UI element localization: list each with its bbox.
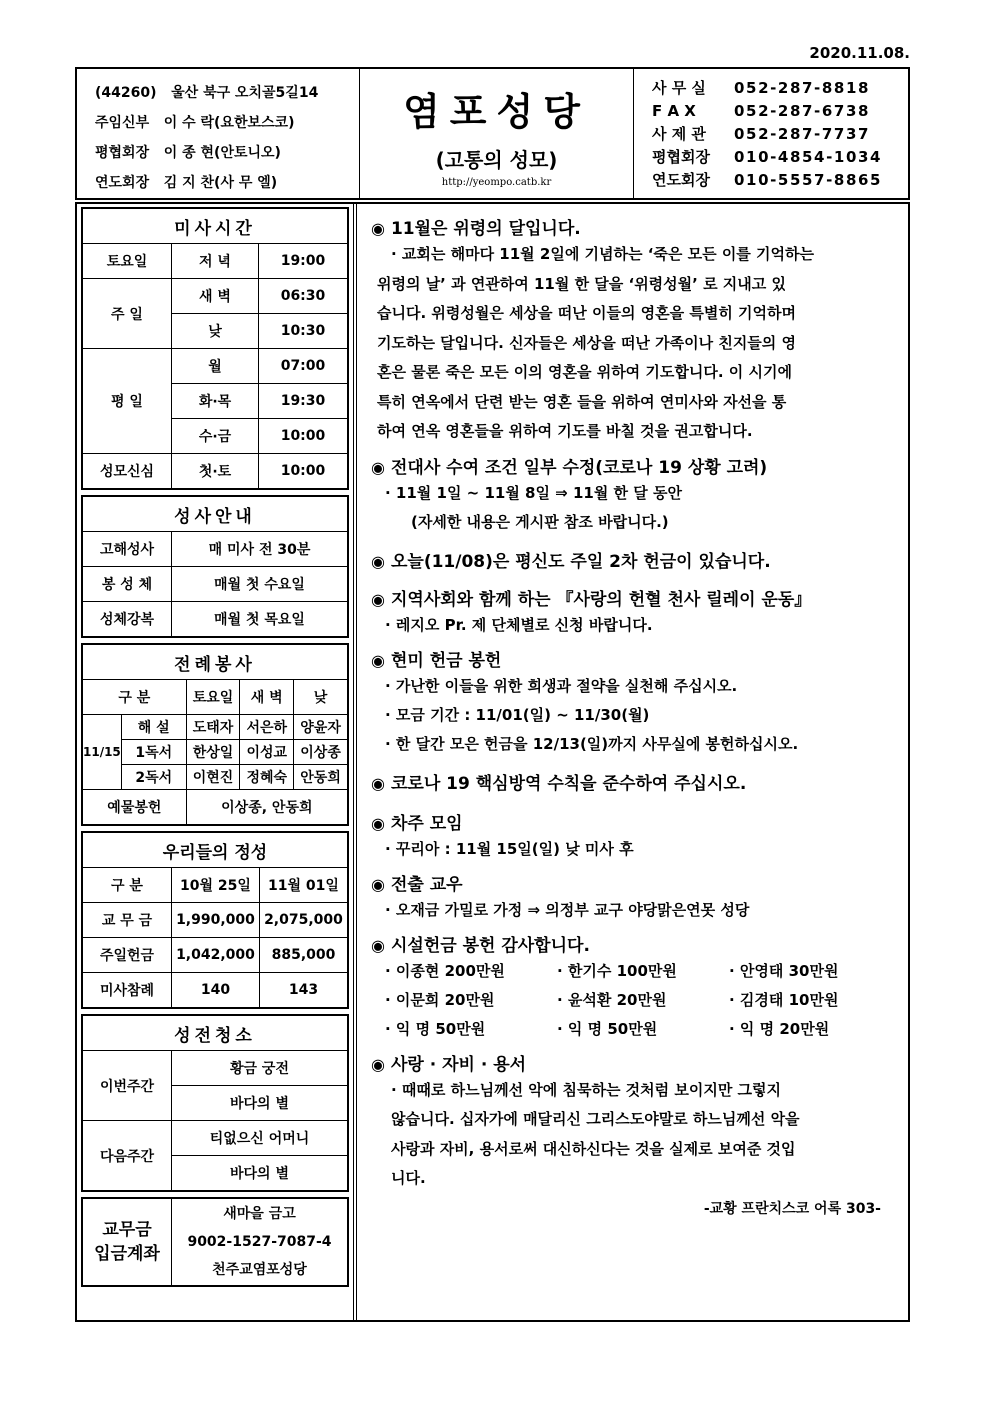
- finance-table: 우리들의 정성 구 분 10월 25일 11월 01일 교 무 금 1,990,000 2,075,000 주일헌금 1,042,000 885,000 미사참례 140 143: [81, 831, 349, 1009]
- sacrament-title: 성사안내: [82, 496, 348, 532]
- contact-row: 연도회장 010-5557-8865: [652, 171, 883, 189]
- contact-row: F A X 052-287-6738: [652, 102, 871, 120]
- parish-title-block: [360, 69, 634, 198]
- notice-body: · 교회는 해마다 11월 2일에 기념하는 ‘죽은 모든 이를 기억하는 위령의 날’ 과 연관하여 11월 한 달을 ‘위령성월’ 로 지내고 있 습니다. 위령성월은 세상을 떠난 이들의 영혼을 특별히 기억하며 기도하는 달입니다. 신자들은 세상을 떠난 가족이나 친지들의 영 혼은 물론 죽은 모든 이의 영혼을 위하여 기도합니다. 이 시기에 특히 연옥에서 단련 받는 영혼 들을 위하여 연미사와 자선을 통 하여 연옥 영혼들을 위하여 기도를 바칠 것을 권고합니다.: [377, 245, 814, 440]
- contact-row: 사 무 실 052-287-8818: [652, 79, 871, 97]
- donation-row: · 이종현 200만원 · 한기수 100만원 · 안영태 30만원: [385, 961, 839, 980]
- notice-title: ◉ 지역사회와 함께 하는 『사랑의 헌혈 천사 릴레이 운동』: [371, 589, 812, 610]
- info-row: 주임신부 이 수 락(요한보스코): [95, 115, 295, 131]
- notice-title: ◉ 오늘(11/08)은 평신도 주일 2차 헌금이 있습니다.: [371, 551, 771, 572]
- sacrament-table: 성사안내 고해성사 매 미사 전 30분 봉 성 체 매월 첫 수요일 성체강복 매월 첫 목요일: [81, 495, 349, 638]
- parish-subtitle: (고통의 성모): [435, 148, 558, 172]
- notice-title: ◉ 전대사 수여 조건 일부 수정(코로나 19 상황 고려): [371, 457, 768, 478]
- mass-schedule-title: 미사시간: [82, 208, 348, 244]
- contact-row: 사 제 관 052-287-7737: [652, 125, 871, 143]
- info-row: 평협회장 이 종 현(안토니오): [95, 145, 281, 161]
- notice-title: ◉ 사랑 · 자비 · 용서: [371, 1054, 527, 1075]
- notice-title: ◉ 차주 모임: [371, 813, 463, 834]
- cleaning-title: 성전청소: [82, 1015, 348, 1051]
- info-row: 연도회장 김 지 찬(사 무 엘): [95, 175, 278, 191]
- column-divider: [353, 204, 357, 1320]
- notices: ◉ 11월은 위령의 달입니다. · 교회는 해마다 11월 2일에 기념하는 ‘죽은 모든 이를 기억하는 위령의 날’ 과 연관하여 11월 한 달을 ‘위령성월’ 로 지내고 있 습니다. 위령성월은 세상을 떠난 이들의 영혼을 특별히 기억하며 기도하는 달입니다. 신자들은 세상을 떠난 가족이나 친지들의 영 혼은 물론 죽은 모든 이의 영혼을 위하여 기도합니다. 이 시기에 특히 연옥에서 단련 받는 영혼 들을 위하여 연미사와 자선을 통 하여 연옥 영혼들을 위하여 기도를 바칠 것을 권고합니다. ◉ 전대사 수여 조건 일부 수정(코로나 19 상황 고려) · 11월 1일 ~ 11월 8일 ⇒ 11월 한 달 동안 (자세한 내용은 게시판 참조 바랍니다.) ◉ 오늘(11/08)은 평신도 주일 2차 헌금이 있습니다. ◉ 지역사회와 함께 하는 『사랑의 헌혈 천사 릴레이 운동』 · 레지오 Pr. 제 단체별로 신청 바랍니다. ◉ 현미 헌금 봉헌 · 가난한 이들을 위한 희생과 절약을 실천해 주십시오. · 모금 기간 : 11/01(일) ~ 11/30(월) · 한 달간 모은 헌금을 12/13(일)까지 사무실에 봉헌하십시오. ◉ 코로나 19 핵심방역 수칙을 준수하여 주십시오. ◉ 차주 모임 · 꾸리아 : 11월 15일(일) 낮 미사 후 ◉ 전출 교우 · 오재금 가밀로 가정 ⇒ 의정부 교구 야당맑은연못 성당 ◉ 시설헌금 봉헌 감사합니다. · 이종현 200만원 · 한기수 100만원 · 안영태 30만원 · 이문희 20만원 · 윤석환 20만원 · 김경태 10만원 · 익 명 50만원 · 익 명 50만원 · 익 명 20만원 ◉ 사랑 · 자비 · 용서 · 때때로 하느님께선 악에 침묵하는 것처럼 보이지만 그렇지 않습니다. 십자가에 매달리신 그리스도야말로 하느님께선 악을 사랑과 자비, 용서로써 대신하신다는 것을 실제로 보여준 것입 니다. -교황 프란치스코 어록 303-: [371, 218, 901, 1218]
- account-info: 새마을 금고 9002-1527-7087-4 천주교염포성당: [172, 1198, 349, 1286]
- notice-title: ◉ 현미 헌금 봉헌: [371, 650, 502, 671]
- liturgy-title: 전례봉사: [82, 644, 348, 680]
- donation-row: · 이문희 20만원 · 윤석환 20만원 · 김경태 10만원: [385, 990, 839, 1009]
- parish-title: 염포성당: [403, 90, 590, 134]
- quote-source: -교황 프란치스코 어록 303-: [703, 1200, 881, 1217]
- notice-title: ◉ 코로나 19 핵심방역 수칙을 준수하여 주십시오.: [371, 773, 747, 794]
- liturgy-table: 전례봉사 구 분 토요일 새 벽 낮 11/15 해 설 도태자 서은하 양윤자 1독서 한상일 이성교 이상종 2독서 이현진 정혜숙 안동희 예물봉헌 이상종, 안동희: [81, 643, 349, 826]
- info-row: (44260) 울산 북구 오치골5길14: [95, 85, 319, 101]
- account-table: [81, 1197, 349, 1287]
- bulletin-body: [75, 202, 910, 1322]
- contact-list: [634, 69, 908, 198]
- notice-title: ◉ 전출 교우: [371, 874, 463, 895]
- parish-url[interactable]: http://yeompo.catb.kr: [441, 177, 552, 188]
- notice-title: ◉ 11월은 위령의 달입니다.: [371, 219, 581, 239]
- quote-body: · 때때로 하느님께선 악에 침묵하는 것처럼 보이지만 그렇지 않습니다. 십자가에 매달리신 그리스도야말로 하느님께선 악을 사랑과 자비, 용서로써 대신하신다는 것을 실제로 보여준 것입 니다.: [391, 1080, 800, 1187]
- parish-info: [77, 69, 360, 198]
- mass-schedule-table: 미사시간 토요일 저 녁 19:00 주 일 새 벽 06:30 낮 10:30 평 일 월 07:00 화·목 19:30 수·금 10:00 성모신심 첫·토 10:00: [81, 207, 349, 490]
- contact-row: 평협회장 010-4854-1034: [652, 148, 883, 166]
- cleaning-table: 성전청소 이번주간 황금 궁전 바다의 별 다음주간 티없으신 어머니 바다의 별: [81, 1014, 349, 1192]
- finance-title: 우리들의 정성: [82, 832, 348, 868]
- bulletin-header: [75, 67, 910, 200]
- donation-row: · 익 명 50만원 · 익 명 50만원 · 익 명 20만원: [385, 1019, 830, 1038]
- sidebar: [81, 207, 349, 1292]
- bulletin-date: 2020.11.08.: [809, 44, 910, 62]
- account-label: 교무금 입금계좌: [82, 1198, 172, 1286]
- notice-title: ◉ 시설헌금 봉헌 감사합니다.: [371, 935, 590, 956]
